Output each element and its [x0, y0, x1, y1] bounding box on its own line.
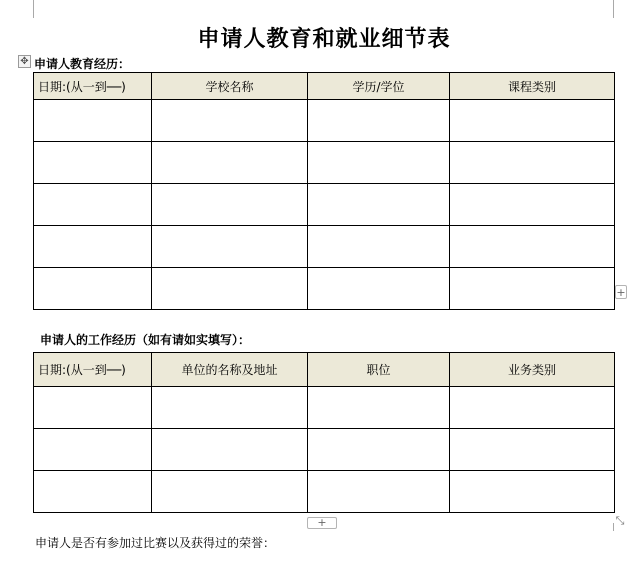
education-header-school: 学校名称	[152, 73, 308, 100]
work-table-body	[34, 387, 615, 513]
add-column-button[interactable]: +	[307, 517, 337, 529]
work-table-cell[interactable]	[308, 387, 450, 429]
work-header-row	[34, 353, 615, 387]
work-table-row	[34, 471, 615, 513]
table-move-handle-icon[interactable]: ✥	[18, 55, 31, 68]
work-header-position: 职位	[308, 353, 450, 387]
education-header-row	[34, 73, 615, 100]
work-table	[33, 352, 615, 513]
education-header-degree: 学历/学位	[308, 73, 450, 100]
work-header-employer: 单位的名称及地址	[152, 353, 308, 387]
education-table-cell[interactable]	[308, 100, 450, 142]
work-section-label: 申请人的工作经历（如有请如实填写）：	[40, 333, 251, 347]
work-table-cell[interactable]	[34, 387, 152, 429]
education-table-cell[interactable]	[34, 100, 152, 142]
work-header-date: 日期:(从一到──)	[34, 353, 152, 387]
work-table-cell[interactable]	[152, 387, 308, 429]
work-header-business: 业务类别	[450, 353, 615, 387]
margin-mark-top-left	[33, 0, 34, 18]
work-table-row	[34, 387, 615, 429]
document-title: 申请人教育和就业细节表	[197, 26, 451, 52]
education-header-course: 课程类别	[450, 73, 615, 100]
awards-question-text[interactable]: 申请人是否有参加过比赛以及获得过的荣誉：	[35, 536, 276, 550]
education-table-cell[interactable]	[152, 268, 308, 310]
education-header-date: 日期:(从一到──)	[34, 73, 152, 100]
table-resize-handle-icon[interactable]: ⤡	[615, 514, 625, 527]
education-table-cell[interactable]	[152, 100, 308, 142]
education-table-cell[interactable]	[308, 226, 450, 268]
education-table-row	[34, 226, 615, 268]
education-table-cell[interactable]	[152, 184, 308, 226]
add-row-button[interactable]: +	[616, 286, 626, 299]
education-table-cell[interactable]	[308, 184, 450, 226]
work-table-cell[interactable]	[308, 429, 450, 471]
education-table	[33, 72, 615, 310]
work-table-cell[interactable]	[450, 471, 615, 513]
education-section-label: 申请人教育经历：	[34, 57, 131, 71]
education-table-cell[interactable]	[450, 100, 615, 142]
work-table-cell[interactable]	[152, 429, 308, 471]
education-table-cell[interactable]	[450, 184, 615, 226]
education-table-row	[34, 268, 615, 310]
education-table-cell[interactable]	[34, 226, 152, 268]
education-table-row	[34, 100, 615, 142]
education-table-row	[34, 184, 615, 226]
work-table-cell[interactable]	[34, 429, 152, 471]
education-table-cell[interactable]	[450, 268, 615, 310]
work-table-row	[34, 429, 615, 471]
education-table-cell[interactable]	[450, 142, 615, 184]
work-table-cell[interactable]	[450, 429, 615, 471]
margin-mark-top-right	[613, 0, 614, 18]
work-table-cell[interactable]	[152, 471, 308, 513]
education-table-cell[interactable]	[152, 226, 308, 268]
work-table-cell[interactable]	[34, 471, 152, 513]
education-table-row	[34, 142, 615, 184]
education-table-body	[34, 100, 615, 310]
education-table-cell[interactable]	[34, 142, 152, 184]
education-table-cell[interactable]	[450, 226, 615, 268]
education-table-cell[interactable]	[34, 268, 152, 310]
education-table-cell[interactable]	[308, 268, 450, 310]
work-table-cell[interactable]	[308, 471, 450, 513]
education-table-cell[interactable]	[152, 142, 308, 184]
work-table-cell[interactable]	[450, 387, 615, 429]
education-table-cell[interactable]	[34, 184, 152, 226]
education-table-cell[interactable]	[308, 142, 450, 184]
